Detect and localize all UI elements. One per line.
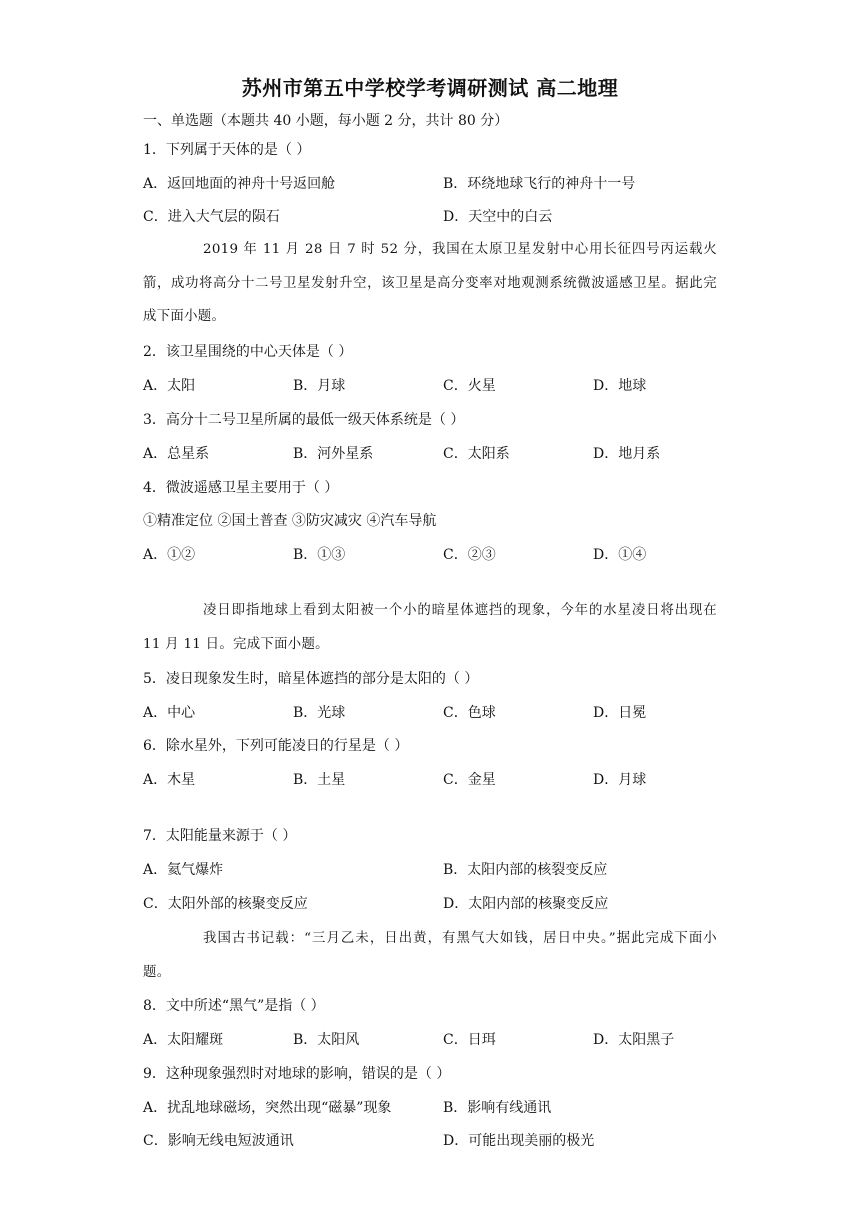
question-8-option-d: D．太阳黑子	[593, 1032, 675, 1048]
question-3-option-b: B．河外星系	[293, 446, 374, 462]
question-3-option-c: C．太阳系	[443, 446, 510, 462]
page-title: 苏州市第五中学校学考调研测试 高二地理	[241, 76, 619, 100]
question-1-option-c: C．进入大气层的陨石	[143, 209, 280, 225]
question-7-option-a: A．氦气爆炸	[143, 862, 224, 878]
reading-passage-3: 我国古书记载：“三月乙未，日出黄，有黑气大如钱，居日中央。”据此完成下面小题。	[143, 931, 717, 980]
question-3-option-d: D．地月系	[593, 446, 661, 462]
question-5-option-d: D．日冕	[593, 705, 647, 721]
question-4-items: ①精准定位 ②国土普查 ③防灾减灾 ④汽车导航	[143, 513, 437, 529]
question-8-stem: 8．文中所述“黑气”是指（ ）	[143, 998, 325, 1014]
question-1-stem: 1．下列属于天体的是（ ）	[143, 142, 311, 158]
question-6-option-d: D．月球	[593, 772, 647, 788]
question-7-stem: 7．太阳能量来源于（ ）	[143, 828, 297, 844]
question-8-option-c: C．日珥	[443, 1032, 496, 1048]
question-4-option-a: A．①②	[143, 547, 196, 563]
question-8-option-b: B．太阳风	[293, 1032, 360, 1048]
question-1-option-a: A．返回地面的神舟十号返回舱	[143, 176, 336, 192]
question-2-stem: 2．该卫星围绕的中心天体是（ ）	[143, 344, 353, 360]
question-6-option-a: A．木星	[143, 772, 196, 788]
question-3-option-a: A．总星系	[143, 446, 210, 462]
question-8-option-a: A．太阳耀斑	[143, 1032, 224, 1048]
question-6-stem: 6．除水星外，下列可能凌日的行星是（ ）	[143, 738, 409, 754]
question-5-option-c: C．色球	[443, 705, 496, 721]
question-7-option-d: D．太阳内部的核聚变反应	[443, 896, 609, 912]
question-7-option-c: C．太阳外部的核聚变反应	[143, 896, 308, 912]
question-1-option-b: B．环绕地球飞行的神舟十一号	[443, 176, 636, 192]
question-9-option-d: D．可能出现美丽的极光	[443, 1133, 595, 1149]
question-4-option-d: D．①④	[593, 547, 647, 563]
question-2-option-c: C．火星	[443, 378, 496, 394]
reading-passage-2: 凌日即指地球上看到太阳被一个小的暗星体遮挡的现象，今年的水星凌日将出现在 11 月 11 日。完成下面小题。	[143, 603, 717, 652]
question-5-stem: 5．凌日现象发生时，暗星体遮挡的部分是太阳的（ ）	[143, 671, 479, 687]
question-7-option-b: B．太阳内部的核裂变反应	[443, 862, 608, 878]
question-6-option-b: B．土星	[293, 772, 346, 788]
question-5-option-b: B．光球	[293, 705, 346, 721]
section-heading: 一、单选题（本题共 40 小题，每小题 2 分，共计 80 分）	[143, 113, 509, 129]
question-9-option-a: A．扰乱地球磁场，突然出现“磁暴”现象	[143, 1100, 392, 1116]
question-4-option-c: C．②③	[443, 547, 496, 563]
question-4-option-b: B．①③	[293, 547, 346, 563]
question-9-option-c: C．影响无线电短波通讯	[143, 1133, 294, 1149]
question-6-option-c: C．金星	[443, 772, 496, 788]
reading-passage-1: 2019 年 11 月 28 日 7 时 52 分，我国在太原卫星发射中心用长征四号丙运载火箭，成功将高分十二号卫星发射升空，该卫星是高分变率对地观测系统微波遥感卫星。据此完成下面小题。	[143, 242, 717, 324]
question-4-stem: 4．微波遥感卫星主要用于（ ）	[143, 480, 339, 496]
question-9-option-b: B．影响有线通讯	[443, 1100, 552, 1116]
question-2-option-b: B．月球	[293, 378, 346, 394]
question-3-stem: 3．高分十二号卫星所属的最低一级天体系统是（ ）	[143, 412, 465, 428]
question-5-option-a: A．中心	[143, 705, 196, 721]
question-1-option-d: D．天空中的白云	[443, 209, 553, 225]
question-9-stem: 9．这种现象强烈时对地球的影响，错误的是（ ）	[143, 1066, 451, 1082]
question-2-option-d: D．地球	[593, 378, 647, 394]
question-2-option-a: A．太阳	[143, 378, 196, 394]
